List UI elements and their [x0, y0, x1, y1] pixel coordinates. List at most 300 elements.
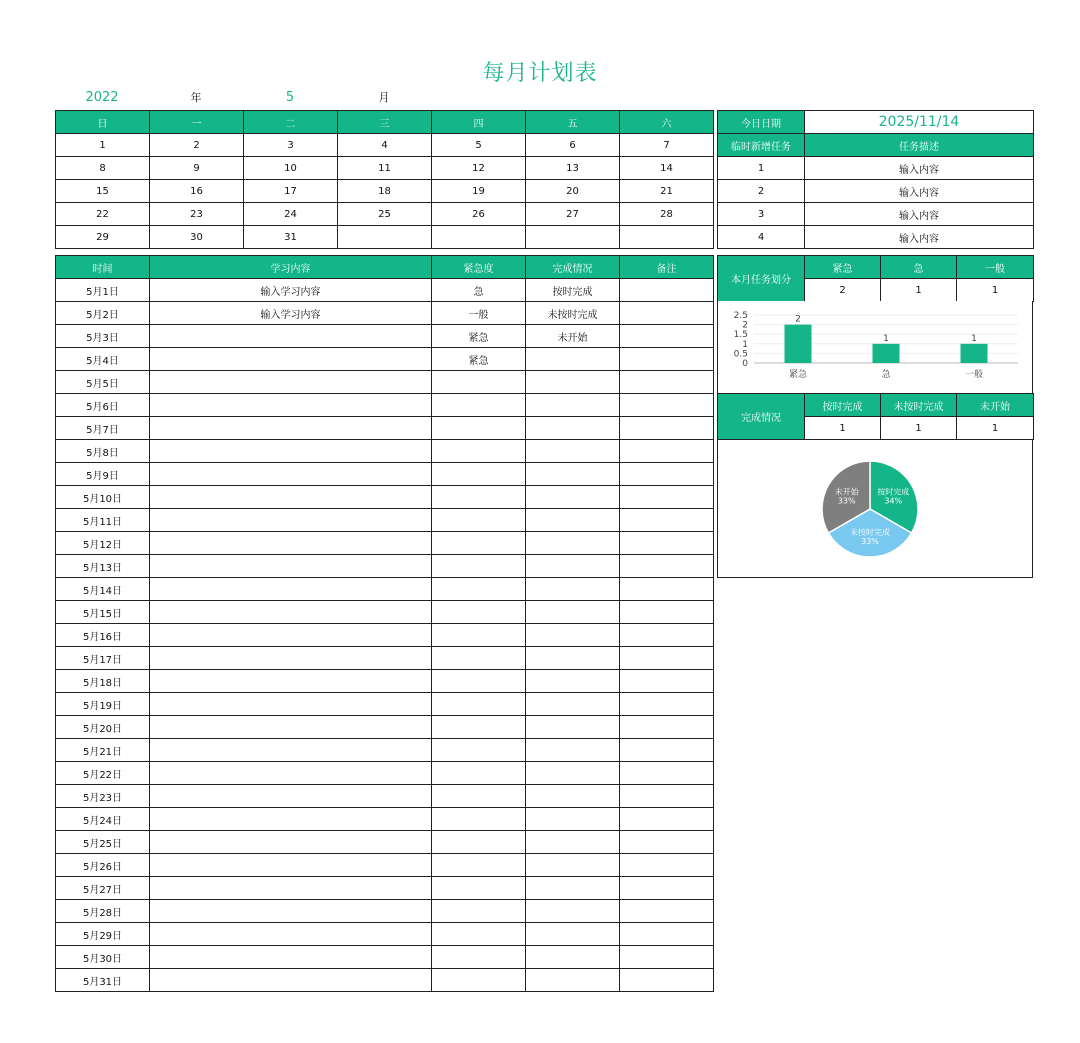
plan-note[interactable]: [620, 877, 714, 900]
plan-content[interactable]: [150, 785, 432, 808]
weekday-header: 一: [150, 111, 244, 134]
plan-content[interactable]: [150, 854, 432, 877]
plan-urgency[interactable]: [432, 509, 526, 532]
plan-date: 5月17日: [56, 647, 150, 670]
urgency-header-0: 紧急: [805, 256, 881, 279]
plan-date: 5月20日: [56, 716, 150, 739]
plan-status[interactable]: [526, 486, 620, 509]
plan-row: [56, 969, 714, 992]
plan-note[interactable]: [620, 509, 714, 532]
temp-task-desc[interactable]: 输入内容: [805, 203, 1034, 226]
plan-date: 5月1日: [56, 279, 150, 302]
plan-note[interactable]: [620, 693, 714, 716]
plan-date: 5月29日: [56, 923, 150, 946]
plan-note[interactable]: [620, 946, 714, 969]
calendar-day[interactable]: 3: [244, 134, 338, 157]
plan-status[interactable]: [526, 923, 620, 946]
plan-status[interactable]: [526, 854, 620, 877]
calendar-day[interactable]: [620, 226, 714, 249]
plan-note[interactable]: [620, 785, 714, 808]
plan-urgency[interactable]: 紧急: [432, 325, 526, 348]
completion-summary-table: [717, 393, 1034, 440]
bar-chart-svg: [718, 301, 1032, 393]
plan-note[interactable]: [620, 716, 714, 739]
plan-row: [56, 601, 714, 624]
y-tick-label: 1.5: [733, 330, 748, 341]
plan-urgency[interactable]: 急: [432, 279, 526, 302]
plan-urgency[interactable]: [432, 463, 526, 486]
month-label: 月: [378, 91, 390, 104]
plan-date: 5月6日: [56, 394, 150, 417]
temp-task-index: 1: [718, 157, 805, 180]
plan-date: 5月26日: [56, 854, 150, 877]
temp-task-row: [718, 226, 1034, 249]
plan-row: [56, 831, 714, 854]
study-plan-table: [55, 255, 714, 992]
completion-header-2: 未开始: [957, 394, 1034, 417]
plan-note[interactable]: [620, 670, 714, 693]
temp-task-index: 3: [718, 203, 805, 226]
urgency-summary-table: [717, 255, 1034, 302]
plan-row: [56, 532, 714, 555]
plan-row: [56, 946, 714, 969]
plan-date: 5月3日: [56, 325, 150, 348]
plan-row: [56, 624, 714, 647]
plan-row: [56, 555, 714, 578]
calendar-week: [56, 157, 714, 180]
plan-status[interactable]: [526, 578, 620, 601]
plan-row: [56, 417, 714, 440]
calendar-day[interactable]: 16: [150, 180, 244, 203]
calendar-day[interactable]: 21: [620, 180, 714, 203]
plan-row: [56, 578, 714, 601]
plan-date: 5月31日: [56, 969, 150, 992]
plan-content[interactable]: [150, 923, 432, 946]
plan-date: 5月5日: [56, 371, 150, 394]
calendar-day[interactable]: 2: [150, 134, 244, 157]
completion-header-0: 按时完成: [805, 394, 881, 417]
temp-task-row: [718, 203, 1034, 226]
plan-date: 5月25日: [56, 831, 150, 854]
plan-date: 5月12日: [56, 532, 150, 555]
plan-content[interactable]: [150, 463, 432, 486]
calendar-week: [56, 226, 714, 249]
plan-row: [56, 440, 714, 463]
completion-label: 完成情况: [718, 394, 805, 440]
plan-date: 5月7日: [56, 417, 150, 440]
plan-status[interactable]: [526, 463, 620, 486]
plan-note[interactable]: [620, 578, 714, 601]
calendar-day[interactable]: 9: [150, 157, 244, 180]
plan-note[interactable]: [620, 854, 714, 877]
plan-content[interactable]: 输入学习内容: [150, 302, 432, 325]
urgency-header-1: 急: [881, 256, 957, 279]
weekday-header: 四: [432, 111, 526, 134]
calendar-day[interactable]: 24: [244, 203, 338, 226]
page-title: 每月计划表: [482, 61, 598, 86]
plan-status[interactable]: [526, 785, 620, 808]
plan-note[interactable]: [620, 532, 714, 555]
calendar-day[interactable]: 15: [56, 180, 150, 203]
plan-row: [56, 739, 714, 762]
plan-date: 5月10日: [56, 486, 150, 509]
calendar-day[interactable]: 30: [150, 226, 244, 249]
completion-pie-chart: [717, 439, 1033, 578]
plan-urgency[interactable]: [432, 900, 526, 923]
calendar-day[interactable]: 5: [432, 134, 526, 157]
plan-row: [56, 371, 714, 394]
completion-value-1[interactable]: 1: [881, 417, 957, 440]
x-category-label: 急: [881, 370, 891, 380]
plan-content[interactable]: [150, 440, 432, 463]
plan-urgency[interactable]: [432, 739, 526, 762]
plan-content[interactable]: [150, 348, 432, 371]
plan-note[interactable]: [620, 486, 714, 509]
calendar-day[interactable]: 18: [338, 180, 432, 203]
plan-date: 5月18日: [56, 670, 150, 693]
plan-note[interactable]: [620, 325, 714, 348]
calendar-day[interactable]: 10: [244, 157, 338, 180]
plan-date: 5月9日: [56, 463, 150, 486]
weekday-header: 三: [338, 111, 432, 134]
plan-status[interactable]: 按时完成: [526, 279, 620, 302]
plan-note[interactable]: [620, 348, 714, 371]
plan-date: 5月27日: [56, 877, 150, 900]
plan-status[interactable]: [526, 509, 620, 532]
plan-date: 5月21日: [56, 739, 150, 762]
plan-status[interactable]: [526, 900, 620, 923]
plan-note[interactable]: [620, 555, 714, 578]
plan-header: 完成情况: [526, 256, 620, 279]
plan-status[interactable]: [526, 693, 620, 716]
plan-header: 紧急度: [432, 256, 526, 279]
y-tick-label: 1: [742, 339, 748, 350]
plan-date: 5月8日: [56, 440, 150, 463]
calendar-day[interactable]: 4: [338, 134, 432, 157]
plan-status[interactable]: [526, 624, 620, 647]
plan-content[interactable]: [150, 417, 432, 440]
plan-note[interactable]: [620, 762, 714, 785]
plan-content[interactable]: [150, 693, 432, 716]
completion-header-1: 未按时完成: [881, 394, 957, 417]
plan-content[interactable]: [150, 831, 432, 854]
bar-2: [961, 344, 988, 363]
plan-note[interactable]: [620, 279, 714, 302]
weekday-header: 五: [526, 111, 620, 134]
temp-task-row: [718, 157, 1034, 180]
year-label: 年: [190, 91, 202, 104]
plan-urgency[interactable]: [432, 624, 526, 647]
calendar-day[interactable]: 26: [432, 203, 526, 226]
plan-date: 5月4日: [56, 348, 150, 371]
bar-value-label: 1: [883, 333, 889, 344]
plan-content[interactable]: [150, 900, 432, 923]
plan-status[interactable]: [526, 440, 620, 463]
plan-row: [56, 279, 714, 302]
pie-percent: 34%: [884, 496, 903, 506]
plan-urgency[interactable]: 一般: [432, 302, 526, 325]
calendar-day[interactable]: 31: [244, 226, 338, 249]
plan-status[interactable]: [526, 969, 620, 992]
temp-task-desc[interactable]: 输入内容: [805, 180, 1034, 203]
plan-date: 5月2日: [56, 302, 150, 325]
plan-urgency[interactable]: [432, 601, 526, 624]
plan-note[interactable]: [620, 923, 714, 946]
plan-content[interactable]: [150, 808, 432, 831]
plan-status[interactable]: [526, 762, 620, 785]
plan-urgency[interactable]: [432, 532, 526, 555]
bar-value-label: 2: [795, 314, 801, 325]
plan-urgency[interactable]: [432, 946, 526, 969]
plan-status[interactable]: 未按时完成: [526, 302, 620, 325]
plan-row: [56, 923, 714, 946]
plan-status[interactable]: [526, 739, 620, 762]
plan-urgency[interactable]: [432, 831, 526, 854]
y-tick-label: 0: [742, 359, 748, 369]
month-calendar: [55, 110, 714, 249]
calendar-day[interactable]: 28: [620, 203, 714, 226]
y-tick-label: 2: [742, 320, 748, 331]
plan-content[interactable]: [150, 969, 432, 992]
plan-content[interactable]: [150, 578, 432, 601]
calendar-day[interactable]: 8: [56, 157, 150, 180]
plan-content[interactable]: [150, 532, 432, 555]
plan-status[interactable]: [526, 808, 620, 831]
plan-content[interactable]: [150, 486, 432, 509]
urgency-label: 本月任务划分: [718, 256, 805, 302]
calendar-week: [56, 203, 714, 226]
plan-urgency[interactable]: 紧急: [432, 348, 526, 371]
temp-task-index: 2: [718, 180, 805, 203]
plan-row: [56, 670, 714, 693]
plan-row: [56, 716, 714, 739]
plan-content[interactable]: [150, 601, 432, 624]
plan-urgency[interactable]: [432, 762, 526, 785]
plan-urgency[interactable]: [432, 578, 526, 601]
temp-task-desc[interactable]: 输入内容: [805, 157, 1034, 180]
plan-urgency[interactable]: [432, 923, 526, 946]
calendar-day[interactable]: 12: [432, 157, 526, 180]
plan-header: 备注: [620, 256, 714, 279]
temp-task-table: [717, 110, 1034, 249]
bar-value-label: 1: [971, 333, 977, 344]
calendar-week: [56, 134, 714, 157]
plan-status[interactable]: [526, 532, 620, 555]
plan-note[interactable]: [620, 371, 714, 394]
plan-row: [56, 325, 714, 348]
plan-date: 5月16日: [56, 624, 150, 647]
urgency-value-0[interactable]: 2: [805, 279, 881, 302]
x-category-label: 紧急: [788, 370, 808, 380]
plan-row: [56, 509, 714, 532]
plan-urgency[interactable]: [432, 969, 526, 992]
pie-label: 未开始: [834, 487, 859, 497]
plan-date: 5月28日: [56, 900, 150, 923]
plan-urgency[interactable]: [432, 417, 526, 440]
temp-task-row: [718, 180, 1034, 203]
plan-note[interactable]: [620, 624, 714, 647]
plan-status[interactable]: [526, 601, 620, 624]
task-desc-header: 任务描述: [805, 134, 1034, 157]
plan-row: [56, 647, 714, 670]
plan-note[interactable]: [620, 440, 714, 463]
plan-status[interactable]: [526, 647, 620, 670]
calendar-day[interactable]: 14: [620, 157, 714, 180]
plan-content[interactable]: [150, 716, 432, 739]
plan-content[interactable]: [150, 877, 432, 900]
plan-row: [56, 854, 714, 877]
plan-content[interactable]: [150, 739, 432, 762]
plan-note[interactable]: [620, 831, 714, 854]
weekday-header: 二: [244, 111, 338, 134]
plan-urgency[interactable]: [432, 693, 526, 716]
plan-content[interactable]: [150, 371, 432, 394]
plan-row: [56, 808, 714, 831]
plan-urgency[interactable]: [432, 371, 526, 394]
plan-row: [56, 463, 714, 486]
plan-status[interactable]: [526, 877, 620, 900]
plan-content[interactable]: [150, 647, 432, 670]
calendar-day[interactable]: 6: [526, 134, 620, 157]
plan-urgency[interactable]: [432, 785, 526, 808]
pie-chart-svg: [718, 439, 1032, 577]
plan-date: 5月13日: [56, 555, 150, 578]
plan-urgency[interactable]: [432, 877, 526, 900]
plan-date: 5月15日: [56, 601, 150, 624]
calendar-day[interactable]: [432, 226, 526, 249]
urgency-value-1[interactable]: 1: [881, 279, 957, 302]
completion-value-0[interactable]: 1: [805, 417, 881, 440]
plan-status[interactable]: [526, 670, 620, 693]
plan-urgency[interactable]: [432, 486, 526, 509]
plan-status[interactable]: [526, 371, 620, 394]
bar-1: [873, 344, 900, 363]
calendar-day[interactable]: 25: [338, 203, 432, 226]
completion-value-2[interactable]: 1: [957, 417, 1034, 440]
plan-row: [56, 900, 714, 923]
plan-row: [56, 762, 714, 785]
plan-content[interactable]: [150, 509, 432, 532]
temp-task-desc[interactable]: 输入内容: [805, 226, 1034, 249]
plan-note[interactable]: [620, 739, 714, 762]
plan-urgency[interactable]: [432, 647, 526, 670]
calendar-day[interactable]: 13: [526, 157, 620, 180]
calendar-day[interactable]: 19: [432, 180, 526, 203]
plan-note[interactable]: [620, 302, 714, 325]
plan-status[interactable]: [526, 394, 620, 417]
plan-status[interactable]: [526, 716, 620, 739]
plan-note[interactable]: [620, 394, 714, 417]
calendar-day[interactable]: 7: [620, 134, 714, 157]
plan-row: [56, 785, 714, 808]
urgency-value-2[interactable]: 1: [957, 279, 1034, 302]
weekday-header: 六: [620, 111, 714, 134]
calendar-day[interactable]: 1: [56, 134, 150, 157]
plan-content[interactable]: [150, 946, 432, 969]
plan-status[interactable]: [526, 348, 620, 371]
plan-header: 学习内容: [150, 256, 432, 279]
plan-row: [56, 486, 714, 509]
plan-content[interactable]: [150, 624, 432, 647]
plan-row: [56, 394, 714, 417]
plan-content[interactable]: [150, 394, 432, 417]
calendar-day[interactable]: [526, 226, 620, 249]
year-value[interactable]: 2022: [85, 90, 119, 105]
pie-label: 按时完成: [877, 487, 910, 497]
plan-note[interactable]: [620, 808, 714, 831]
plan-urgency[interactable]: [432, 716, 526, 739]
plan-urgency[interactable]: [432, 440, 526, 463]
plan-date: 5月14日: [56, 578, 150, 601]
plan-date: 5月11日: [56, 509, 150, 532]
plan-content[interactable]: [150, 762, 432, 785]
plan-urgency[interactable]: [432, 555, 526, 578]
temp-task-index: 4: [718, 226, 805, 249]
plan-note[interactable]: [620, 647, 714, 670]
calendar-day[interactable]: 27: [526, 203, 620, 226]
plan-urgency[interactable]: [432, 670, 526, 693]
bar-0: [785, 325, 812, 363]
plan-content[interactable]: 输入学习内容: [150, 279, 432, 302]
today-value[interactable]: 2025/11/14: [805, 111, 1034, 134]
calendar-day[interactable]: 29: [56, 226, 150, 249]
plan-status[interactable]: 未开始: [526, 325, 620, 348]
calendar-day[interactable]: 11: [338, 157, 432, 180]
plan-row: [56, 348, 714, 371]
plan-note[interactable]: [620, 417, 714, 440]
y-tick-label: 2.5: [733, 311, 748, 321]
plan-status[interactable]: [526, 831, 620, 854]
pie-percent: 33%: [861, 536, 879, 546]
plan-content[interactable]: [150, 670, 432, 693]
calendar-day[interactable]: 22: [56, 203, 150, 226]
plan-urgency[interactable]: [432, 854, 526, 877]
calendar-day[interactable]: 20: [526, 180, 620, 203]
plan-date: 5月30日: [56, 946, 150, 969]
plan-urgency[interactable]: [432, 808, 526, 831]
plan-row: [56, 302, 714, 325]
plan-content[interactable]: [150, 325, 432, 348]
weekday-header: 日: [56, 111, 150, 134]
plan-status[interactable]: [526, 555, 620, 578]
plan-note[interactable]: [620, 969, 714, 992]
pie-percent: 33%: [837, 496, 856, 506]
plan-status[interactable]: [526, 946, 620, 969]
plan-row: [56, 693, 714, 716]
plan-date: 5月23日: [56, 785, 150, 808]
calendar-day[interactable]: [338, 226, 432, 249]
plan-note[interactable]: [620, 463, 714, 486]
plan-date: 5月22日: [56, 762, 150, 785]
today-label: 今日日期: [718, 111, 805, 134]
plan-content[interactable]: [150, 555, 432, 578]
plan-note[interactable]: [620, 601, 714, 624]
calendar-day[interactable]: 17: [244, 180, 338, 203]
plan-date: 5月19日: [56, 693, 150, 716]
y-tick-label: 0.5: [733, 349, 748, 360]
calendar-week: [56, 180, 714, 203]
urgency-bar-chart: [717, 301, 1033, 393]
plan-row: [56, 877, 714, 900]
plan-date: 5月24日: [56, 808, 150, 831]
calendar-day[interactable]: 23: [150, 203, 244, 226]
month-value[interactable]: 5: [285, 90, 295, 105]
plan-status[interactable]: [526, 417, 620, 440]
plan-header: 时间: [56, 256, 150, 279]
plan-urgency[interactable]: [432, 394, 526, 417]
urgency-header-2: 一般: [957, 256, 1034, 279]
plan-note[interactable]: [620, 900, 714, 923]
